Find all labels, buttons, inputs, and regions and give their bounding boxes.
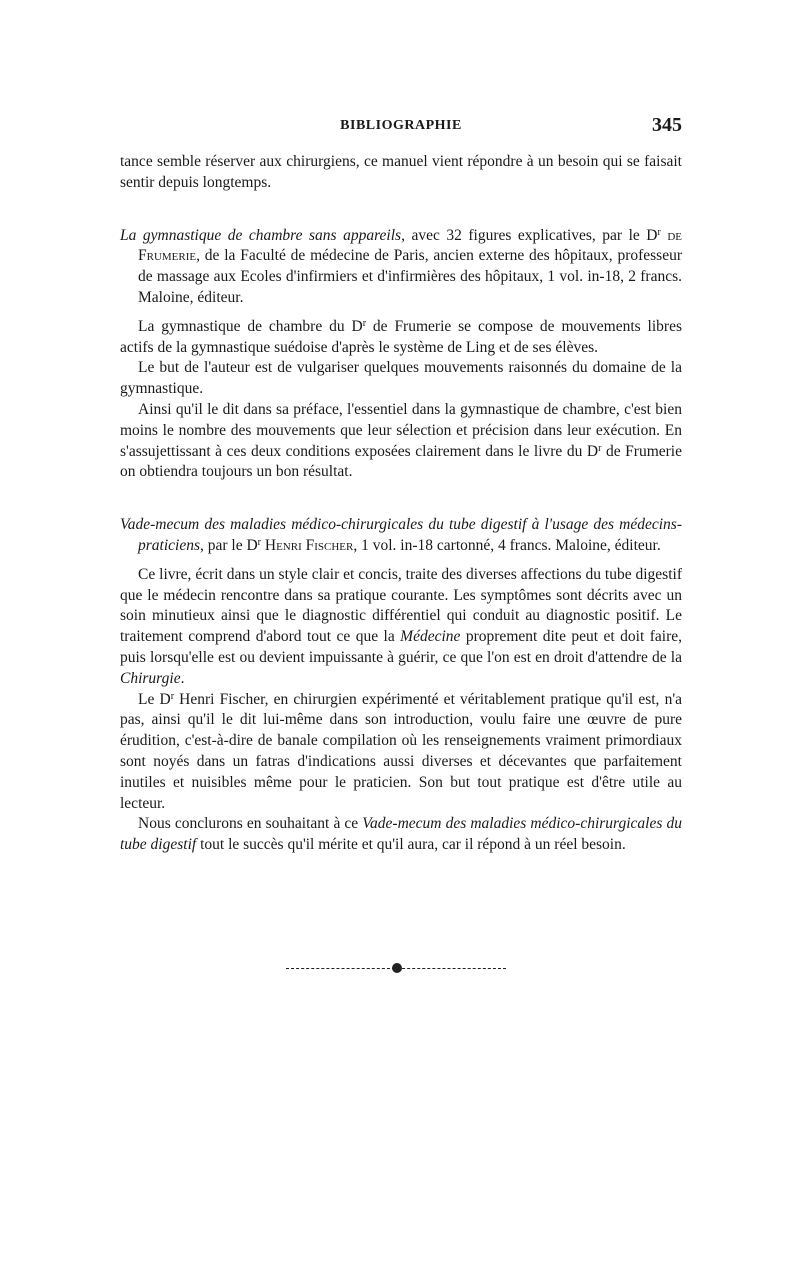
entry-title: La gymnastique de chambre sans appareils	[120, 226, 402, 244]
ornament-dot	[392, 963, 402, 973]
review-paragraph: La gymnastique de chambre du $D^r$ de Frumerie se compose de mouvements libres actifs de la gymnastique suédoise d'après le système de Ling et de ses élèves.	[120, 317, 682, 356]
review-paragraph: Le but de l'auteur est de vulgariser quelques mouvements raisonnés du domaine de la gymnastique.	[120, 359, 682, 398]
running-head: BIBLIOGRAPHIE	[340, 118, 462, 133]
page-header	[120, 114, 682, 140]
review-paragraph: Le $D^r$ Henri Fischer, en chirurgien expérimenté et véritablement pratique qu'il est, n'a pas, ainsi qu'il le dit lui-même dans son introduction, voulu faire une œuvre de pure érudition, c'est-à-dire de banale compilation où les renseignements vraiment primordiaux sont noyés dans un fatras d'indications aussi diverses et décevantes que parfaitement inutiles et nuisibles même pour le praticien. Son but tout pratique est d'être utile au lecteur.	[120, 690, 682, 812]
review-paragraph: Ainsi qu'il le dit dans sa préface, l'essentiel dans la gymnastique de chambre, c'est bien moins le nombre des mouvements que leur sélection et précision dans leur exécution. En s'assujettissant à ces deux conditions exposées clairement dans le livre du $D^r$ de Frumerie on obtiendra toujours un bon résultat.	[120, 400, 682, 481]
page-body	[120, 152, 682, 856]
entry-title: Vade-mecum des maladies médico-chirurgicales du tube digestif à l'usage des médecins-praticiens	[120, 516, 682, 554]
page-number: 345	[652, 114, 682, 136]
continued-paragraph: tance semble réserver aux chirurgiens, ce manuel vient répondre à un besoin qui se faisait sentir depuis longtemps.	[120, 153, 682, 191]
review-paragraph: Nous conclurons en souhaitant à ce Vade-mecum des maladies médico-chirurgicales du tube digestif tout le succès qu'il mérite et qu'il aura, car il répond à un réel besoin.	[120, 815, 682, 854]
bibliography-entry-gymnastique: La gymnastique de chambre sans appareils, avec 32 figures explicatives, par le $D^r$ de Frumerie, de la Faculté de médecine de Paris, ancien externe des hôpitaux, professeur de massage aux Ecoles d'infirmiers et d'infirmières des hôpitaux, 1 vol. in-18, 2 francs. Maloine, éditeur.	[120, 226, 683, 306]
bibliography-entry-vade-mecum: Vade-mecum des maladies médico-chirurgicales du tube digestif à l'usage des médecins-praticiens, par le $D^r$ Henri Fischer, 1 vol. in-18 cartonné, 4 francs. Maloine, éditeur.	[120, 516, 682, 554]
review-paragraph: Ce livre, écrit dans un style clair et concis, traite des diverses affections du tube digestif que le médecin rencontre dans sa pratique courante. Les symptômes sont décrits avec un soin minutieux ainsi que le diagnostic différentiel qui conduit au diagnostic positif. Le traitement comprend d'abord tout ce que la Médecine proprement dite peut et doit faire, puis lorsqu'elle est ou devient impuissante à guérir, ce que l'on est en droit d'attendre de la Chirurgie.	[120, 565, 682, 687]
author-name: de Frumerie	[138, 226, 683, 265]
section-end-ornament	[286, 961, 506, 975]
author-name: Henri Fischer	[264, 536, 354, 554]
